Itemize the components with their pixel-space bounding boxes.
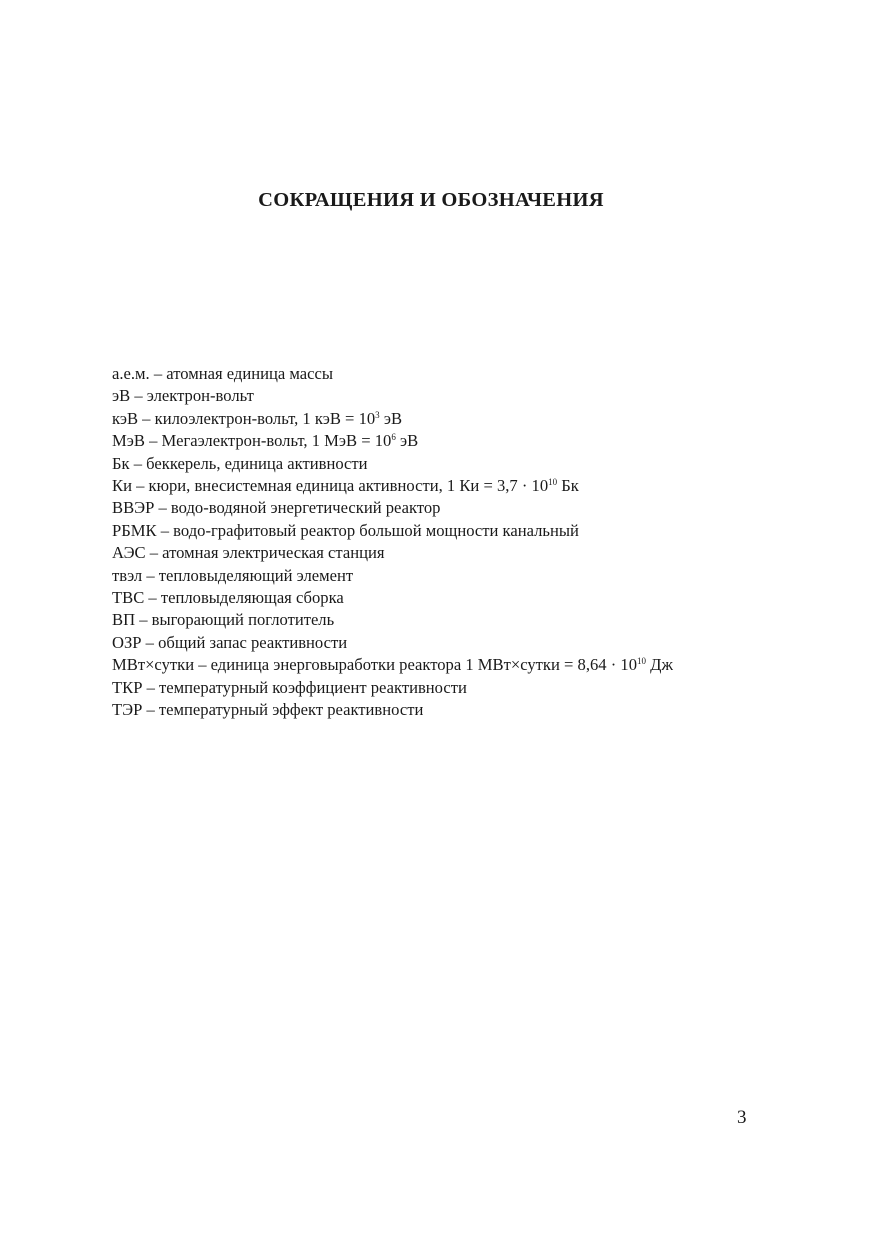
exponent: 10 (637, 656, 646, 667)
abbreviation-item (112, 677, 812, 699)
abbreviation-item (112, 587, 812, 609)
abbreviation-item (112, 520, 812, 542)
exponent: 6 (391, 432, 396, 443)
page-number: 3 (737, 1107, 747, 1128)
abbreviation-unit: Бк (557, 476, 579, 496)
abbreviation-list (112, 363, 812, 722)
abbreviation-item (112, 475, 812, 497)
abbreviation-text: ТКР – температурный коэффициент реактивности (112, 677, 467, 697)
abbreviation-item (112, 609, 812, 631)
abbreviation-text: а.е.м. – атомная единица массы (112, 364, 334, 383)
abbreviation-text: Бк – беккерель, единица активности (112, 453, 368, 473)
exponent: 3 (375, 409, 380, 420)
abbreviation-item (112, 542, 812, 564)
abbreviation-unit: эВ (395, 431, 419, 451)
page-title: СОКРАЩЕНИЯ И ОБОЗНАЧЕНИЯ (258, 189, 604, 211)
abbreviation-item (112, 385, 812, 407)
abbreviation-item (112, 654, 812, 676)
abbreviation-text: кэВ – килоэлектрон-вольт, 1 кэВ = 10 (112, 408, 376, 428)
abbreviation-text: твэл – тепловыделяющий элемент (112, 565, 354, 585)
abbreviation-unit: Дж (646, 655, 673, 675)
abbreviation-text: ВВЭР – водо-водяной энергетический реактор (112, 498, 441, 518)
abbreviation-item (112, 363, 812, 385)
abbreviation-text: Ки – кюри, внесистемная единица активности, 1 Ки = 3,7 · 10 (112, 476, 549, 496)
abbreviation-item (112, 699, 812, 721)
abbreviation-text: ОЗР – общий запас реактивности (112, 632, 348, 652)
exponent: 10 (548, 477, 558, 488)
abbreviation-text: ТВС – тепловыделяющая сборка (112, 588, 344, 608)
abbreviation-text: АЭС – атомная электрическая станция (112, 543, 385, 563)
abbreviation-text: ТЭР – температурный эффект реактивности (112, 700, 424, 720)
abbreviation-item (112, 632, 812, 654)
abbreviation-item (112, 430, 812, 452)
abbreviation-text: МВт×сутки – единица энерговыработки реактора 1 МВт×сутки = 8,64 · 10 (112, 655, 637, 675)
abbreviation-text: РБМК – водо-графитовый реактор большой мощности канальный (112, 520, 579, 540)
abbreviation-item (112, 497, 812, 519)
abbreviation-text: эВ – электрон-вольт (112, 386, 254, 406)
abbreviation-item (112, 408, 812, 430)
abbreviation-unit: эВ (379, 408, 403, 428)
abbreviation-text: ВП – выгорающий поглотитель (112, 610, 335, 630)
abbreviation-text: МэВ – Мегаэлектрон-вольт, 1 МэВ = 10 (112, 431, 392, 451)
abbreviation-item (112, 565, 812, 587)
abbreviation-item (112, 453, 812, 475)
